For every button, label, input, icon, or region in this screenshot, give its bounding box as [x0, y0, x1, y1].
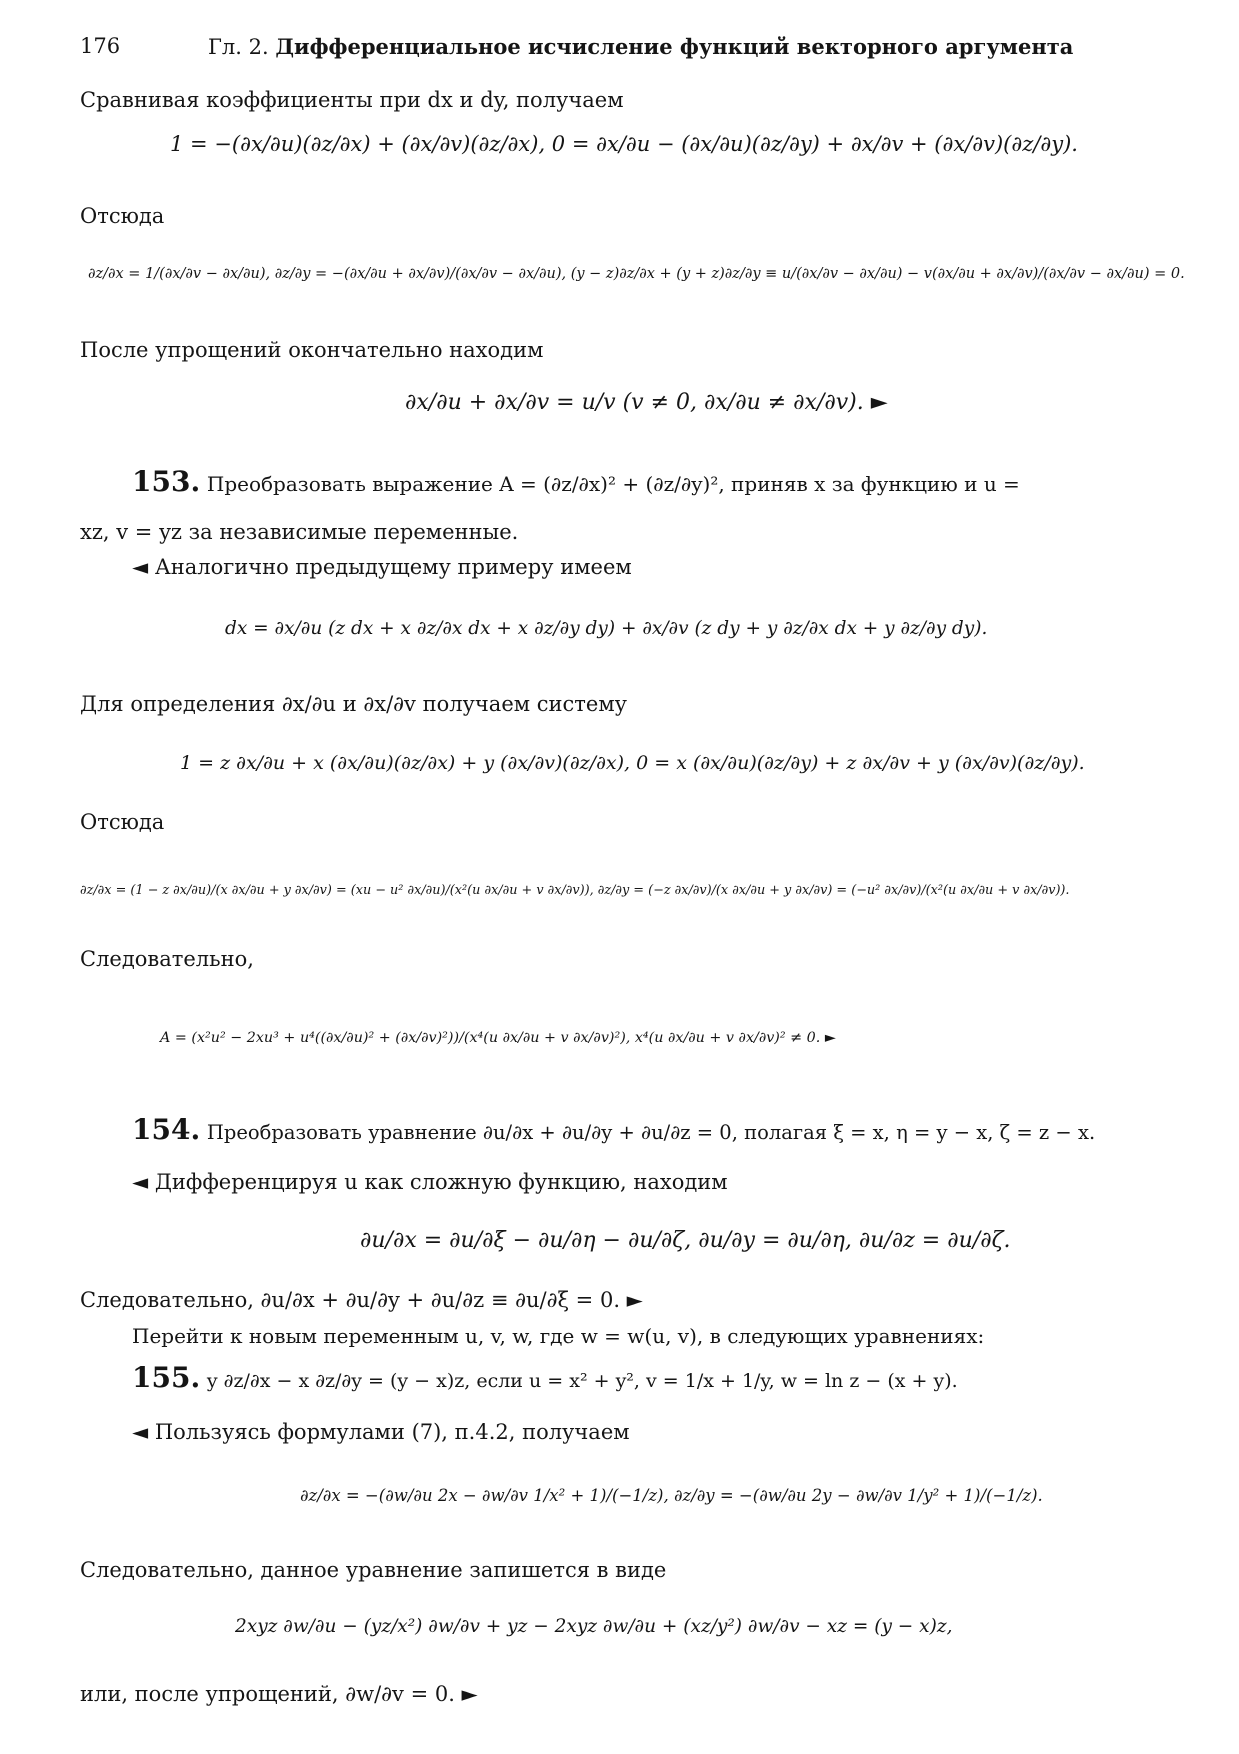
text-line: Отсюда [80, 204, 165, 228]
problem-line [132, 1113, 1096, 1147]
problem-line [132, 1361, 958, 1395]
equation: ∂z/∂x = −(∂w/∂u 2x − ∂w/∂v 1/x² + 1)/(−1/z), ∂z/∂y = −(∂w/∂u 2y − ∂w/∂v 1/y² + 1)/(−1/z). [300, 1486, 1043, 1505]
problem-text: Преобразовать выражение A = (∂z/∂x)² + (∂z/∂y)², приняв x за функцию и u = [206, 472, 1020, 496]
text-line: Перейти к новым переменным u, v, w, где w = w(u, v), в следующих уравнениях: [132, 1324, 985, 1348]
text-line: или, после упрощений, ∂w/∂v = 0. ► [80, 1682, 478, 1706]
problem-number: 154. [132, 1113, 201, 1146]
text-line: ◄ Дифференцируя u как сложную функцию, находим [132, 1170, 728, 1194]
text-line: Следовательно, [80, 947, 254, 971]
text-line: Для определения ∂x/∂u и ∂x/∂v получаем систему [80, 692, 628, 716]
equation: ∂u/∂x = ∂u/∂ξ − ∂u/∂η − ∂u/∂ζ, ∂u/∂y = ∂u/∂η, ∂u/∂z = ∂u/∂ζ. [360, 1228, 1011, 1253]
page-number: 176 [80, 34, 121, 58]
chapter-title: Дифференциальное исчисление функций векторного аргумента [275, 34, 1074, 59]
text-line: Следовательно, данное уравнение запишется в виде [80, 1558, 667, 1582]
equation: dx = ∂x/∂u (z dx + x ∂z/∂x dx + x ∂z/∂y dy) + ∂x/∂v (z dy + y ∂z/∂x dx + y ∂z/∂y dy). [225, 618, 988, 639]
equation: 2xyz ∂w/∂u − (yz/x²) ∂w/∂v + yz − 2xyz ∂w/∂u + (xz/y²) ∂w/∂v − xz = (y − x)z, [235, 1616, 953, 1637]
text-line: ◄ Пользуясь формулами (7), п.4.2, получаем [132, 1420, 630, 1444]
text-line: xz, v = yz за независимые переменные. [80, 520, 519, 544]
text-line: Сравнивая коэффициенты при dx и dy, получаем [80, 88, 624, 112]
text-line: Отсюда [80, 810, 165, 834]
problem-line [132, 465, 1020, 498]
equation: 1 = z ∂x/∂u + x (∂x/∂u)(∂z/∂x) + y (∂x/∂v)(∂z/∂x), 0 = x (∂x/∂u)(∂z/∂y) + z ∂x/∂v + y (∂x/∂v)(∂z/∂y). [180, 752, 1085, 774]
text-line: Следовательно, ∂u/∂x + ∂u/∂y + ∂u/∂z ≡ ∂u/∂ξ = 0. ► [80, 1288, 643, 1312]
problem-text: y ∂z/∂x − x ∂z/∂y = (y − x)z, если u = x² + y², v = 1/x + 1/y, w = ln z − (x + y). [206, 1370, 958, 1392]
equation: ∂x/∂u + ∂x/∂v = u/v (v ≠ 0, ∂x/∂u ≠ ∂x/∂v). ► [405, 390, 888, 415]
chapter-prefix: Гл. 2. [208, 35, 269, 59]
text-line: ◄ Аналогично предыдущему примеру имеем [132, 555, 632, 579]
equation: 1 = −(∂x/∂u)(∂z/∂x) + (∂x/∂v)(∂z/∂x), 0 = ∂x/∂u − (∂x/∂u)(∂z/∂y) + ∂x/∂v + (∂x/∂v)(∂z/∂y). [170, 132, 1078, 156]
equation: A = (x²u² − 2xu³ + u⁴((∂x/∂u)² + (∂x/∂v)²))/(x⁴(u ∂x/∂u + v ∂x/∂v)²), x⁴(u ∂x/∂u + v ∂x/∂v)² ≠ 0. ► [160, 1030, 836, 1046]
equation: ∂z/∂x = (1 − z ∂x/∂u)/(x ∂x/∂u + y ∂x/∂v) = (xu − u² ∂x/∂u)/(x²(u ∂x/∂u + v ∂x/∂v)), ∂z/∂y = (−z ∂x/∂v)/(x ∂x/∂u + y ∂x/∂v) = (−u² ∂x/∂v)/(x²(u ∂x/∂u + v ∂x/∂v)). [80, 883, 1070, 898]
problem-text: Преобразовать уравнение ∂u/∂x + ∂u/∂y + ∂u/∂z = 0, полагая ξ = x, η = y − x, ζ = z − x. [206, 1121, 1096, 1144]
running-header [208, 34, 1073, 59]
problem-number: 155. [132, 1361, 201, 1394]
equation: ∂z/∂x = 1/(∂x/∂v − ∂x/∂u), ∂z/∂y = −(∂x/∂u + ∂x/∂v)/(∂x/∂v − ∂x/∂u), (y − z)∂z/∂x + (y + z)∂z/∂y ≡ u/(∂x/∂v − ∂x/∂u) − v(∂x/∂u + ∂x/∂v)/(∂x/∂v − ∂x/∂u) = 0. [88, 266, 1185, 282]
problem-number: 153. [132, 465, 201, 498]
text-line: После упрощений окончательно находим [80, 338, 544, 362]
